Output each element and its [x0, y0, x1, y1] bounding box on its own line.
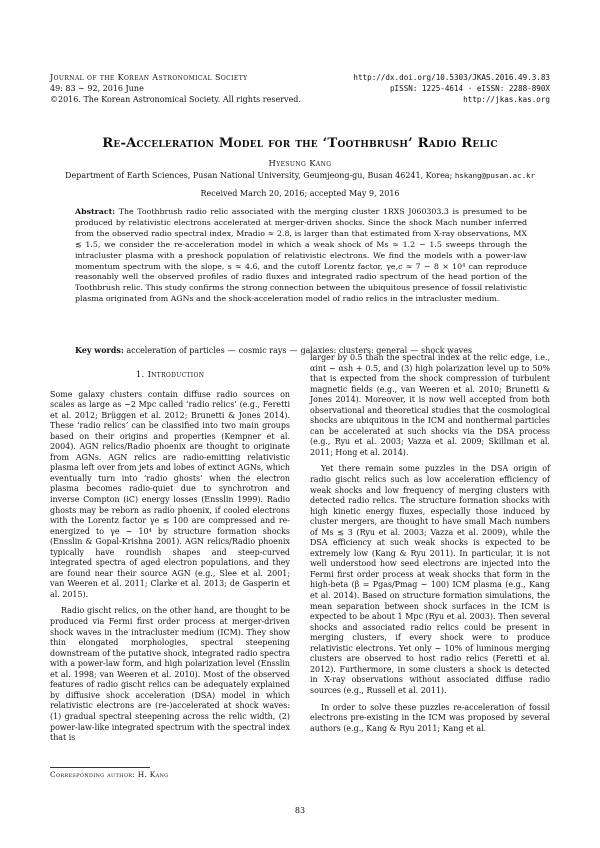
keywords: Key words: acceleration of particles — cosmic rays — galaxies: clusters: general — shock waves — [75, 345, 473, 355]
journal-header — [50, 72, 301, 105]
journal-links — [353, 72, 550, 105]
volume-info: 49: 83 ∼ 92, 2016 June — [50, 84, 144, 93]
keyword: cosmic rays — [238, 346, 287, 355]
paper-title: Re-Acceleration Model for the ‘Toothbrush’ Radio Relic — [102, 136, 498, 151]
keyword: galaxies: clusters: general — [300, 346, 408, 355]
author-name: Hyesung Kang — [268, 158, 332, 168]
keyword: acceleration of particles — [126, 346, 225, 355]
affiliation — [0, 171, 600, 180]
abstract-text: The Toothbrush radio relic associated with the merging cluster 1RXS J060303.3 is presumed to be produced by relativistic electrons accelerated at merger-driven shocks. Since the shock Mach number inferred from the observed radio spectral index, Mradio ≈ 2.8, is larger than that estimated from X-ray observations, MX ≲ 1.5, we consider the re-acceleration model in which a weak shock of Ms ≈ 1.2 − 1.5 sweeps through the intracluster plasma with a preshock population of relativistic electrons. We find the models with a power-law momentum spectrum with the slope, s ≈ 4.6, and the cutoff Lorentz factor, γe,c ≈ 7 − 8 × 10⁴ can reproduce reasonably well the observed profiles of radio fluxes and integrated radio spectrum of the head portion of the Toothbrush relic. This study confirms the strong connection between the ubiquitous presence of fossil relativistic plasma originated from AGNs and the shock-acceleration model of radio relics in the intracluster medium. — [75, 207, 527, 304]
affiliation-text: Department of Earth Sciences, Pusan National University, Geumjeong-gu, Busan 46241, Korea; — [65, 171, 453, 180]
keyword: shock waves — [421, 346, 473, 355]
left-column — [50, 370, 290, 744]
body-paragraph: Some galaxy clusters contain diffuse radio sources on scales as large as ∼2 Mpc called ‘radio relics’ (e.g., Feretti et al. 2012; Brüggen et al. 2012; Brunetti & Jones 2014). These ‘radio relics’ can be classified into two main groups based on their origins and properties (Kempner et al. 2004). AGN relics/Radio phoenix are thought to originate from AGNs. AGN relics are radio-emitting relativistic plasma left over from jets and lobes of extinct AGNs, which eventually turn into ‘radio ghosts’ when the electron plasma becomes radio-quiet due to synchrotron and inverse Compton (iC) energy losses (Ensslin 1999). Radio ghosts may be reborn as radio phoenix, if cooled electrons with the Lorentz factor γe ≲ 100 are compressed and re-energized to γe ∼ 10⁴ by structure formation shocks (Ensslin & Gopal-Krishna 2001). AGN relics/Radio phoenix typically have roundish shapes and steep-curved integrated spectra of aged electron populations, and they are found near their source AGN (e.g., Slee et al. 2001; van Weeren et al. 2011; Clarke et al. 2013; de Gasperin et al. 2015). — [50, 389, 290, 599]
journal-url[interactable]: http://jkas.kas.org — [463, 95, 550, 104]
corresponding-author: Corresponding author: H. Kang — [50, 770, 169, 779]
keywords-label: Key words: — [75, 345, 124, 355]
page-number: 83 — [294, 806, 306, 815]
received-dates: Received March 20, 2016; accepted May 9, 2016 — [200, 189, 400, 198]
doi-link[interactable]: http://dx.doi.org/10.5303/JKAS.2016.49.3.83 — [353, 73, 550, 82]
body-paragraph: larger by 0.5 than the spectral index at the relic edge, i.e., αint ∼ αsh + 0.5, and (3) high polarization level up to 50% that is expected from the shock compression of turbulent magnetic fields (e.g., van Weeren et al. 2010; Brunetti & Jones 2014). Moreover, it is now well accepted from both observational and theoretical studies that the cosmological shocks are ubiquitous in the ICM and nonthermal particles can be accelerated at such shocks via the DSA process (e.g., Ryu et al. 2003; Vazza et al. 2009; Skillman et al. 2011; Hong et al. 2014). — [310, 353, 550, 457]
issn: pISSN: 1225-4614 · eISSN: 2288-890X — [389, 84, 550, 93]
right-column — [310, 353, 550, 734]
author-email[interactable]: hskang@pusan.ac.kr — [454, 171, 535, 180]
copyright: ©2016. The Korean Astronomical Society. All rights reserved. — [50, 95, 301, 104]
body-paragraph: In order to solve these puzzles re-acceleration of fossil electrons pre-existing in the ICM was proposed by several authors (e.g., Kang & Ryu 2011; Kang et al. — [310, 702, 550, 733]
body-paragraph: Radio gischt relics, on the other hand, are thought to be produced via Fermi first order process at merger-driven shock waves in the intracluster medium (ICM). They show thin elongated morphologies, spectral steepening downstream of the putative shock, integrated radio spectra with a power-law form, and high polarization level (Ensslin et al. 1998; van Weeren et al. 2010). Most of the observed features of radio gischt relics can be adequately explained by diffusive shock acceleration (DSA) model in which relativistic electrons are (re-)accelerated at shock waves: (1) gradual spectral steepening across the relic width, (2) power-law-like integrated spectrum with the spectral index that is — [50, 606, 290, 743]
body-paragraph: Yet there remain some puzzles in the DSA origin of radio gischt relics such as low acceleration efficiency of weak shocks and low frequency of merging clusters with detected radio relics. The structure formation shocks with high kinetic energy fluxes, especially those induced by cluster mergers, are thought to have small Mach numbers of Ms ≲ 3 (Ryu et al. 2003; Vazza et al. 2009), while the DSA efficiency at such weak shocks is expected to be extremely low (Kang & Ryu 2011). In particular, it is not well understood how seed electrons are injected into the Fermi first order process at weak shocks that form in the high-beta (β = Pgas/Pmag ∼ 100) ICM plasma (e.g., Kang et al. 2014). Based on structure formation simulations, the mean separation between shock surfaces in the ICM is expected to be about 1 Mpc (Ryu et al. 2003). Then several shocks and associated radio relics could be present in merging clusters, if every shock were to produce relativistic electrons. Yet only ∼ 10% of luminous merging clusters are observed to host radio relics (Feretti et al. 2012). Furthermore, in some clusters a shock is detected in X-ray observations without associated diffuse radio sources (e.g., Russell et al. 2011). — [310, 464, 550, 695]
journal-name: Journal of the Korean Astronomical Society — [50, 73, 248, 82]
section-heading: 1. Introduction — [135, 370, 205, 380]
abstract — [75, 207, 527, 305]
footnote-rule — [50, 767, 150, 768]
abstract-label: Abstract: — [75, 207, 116, 216]
